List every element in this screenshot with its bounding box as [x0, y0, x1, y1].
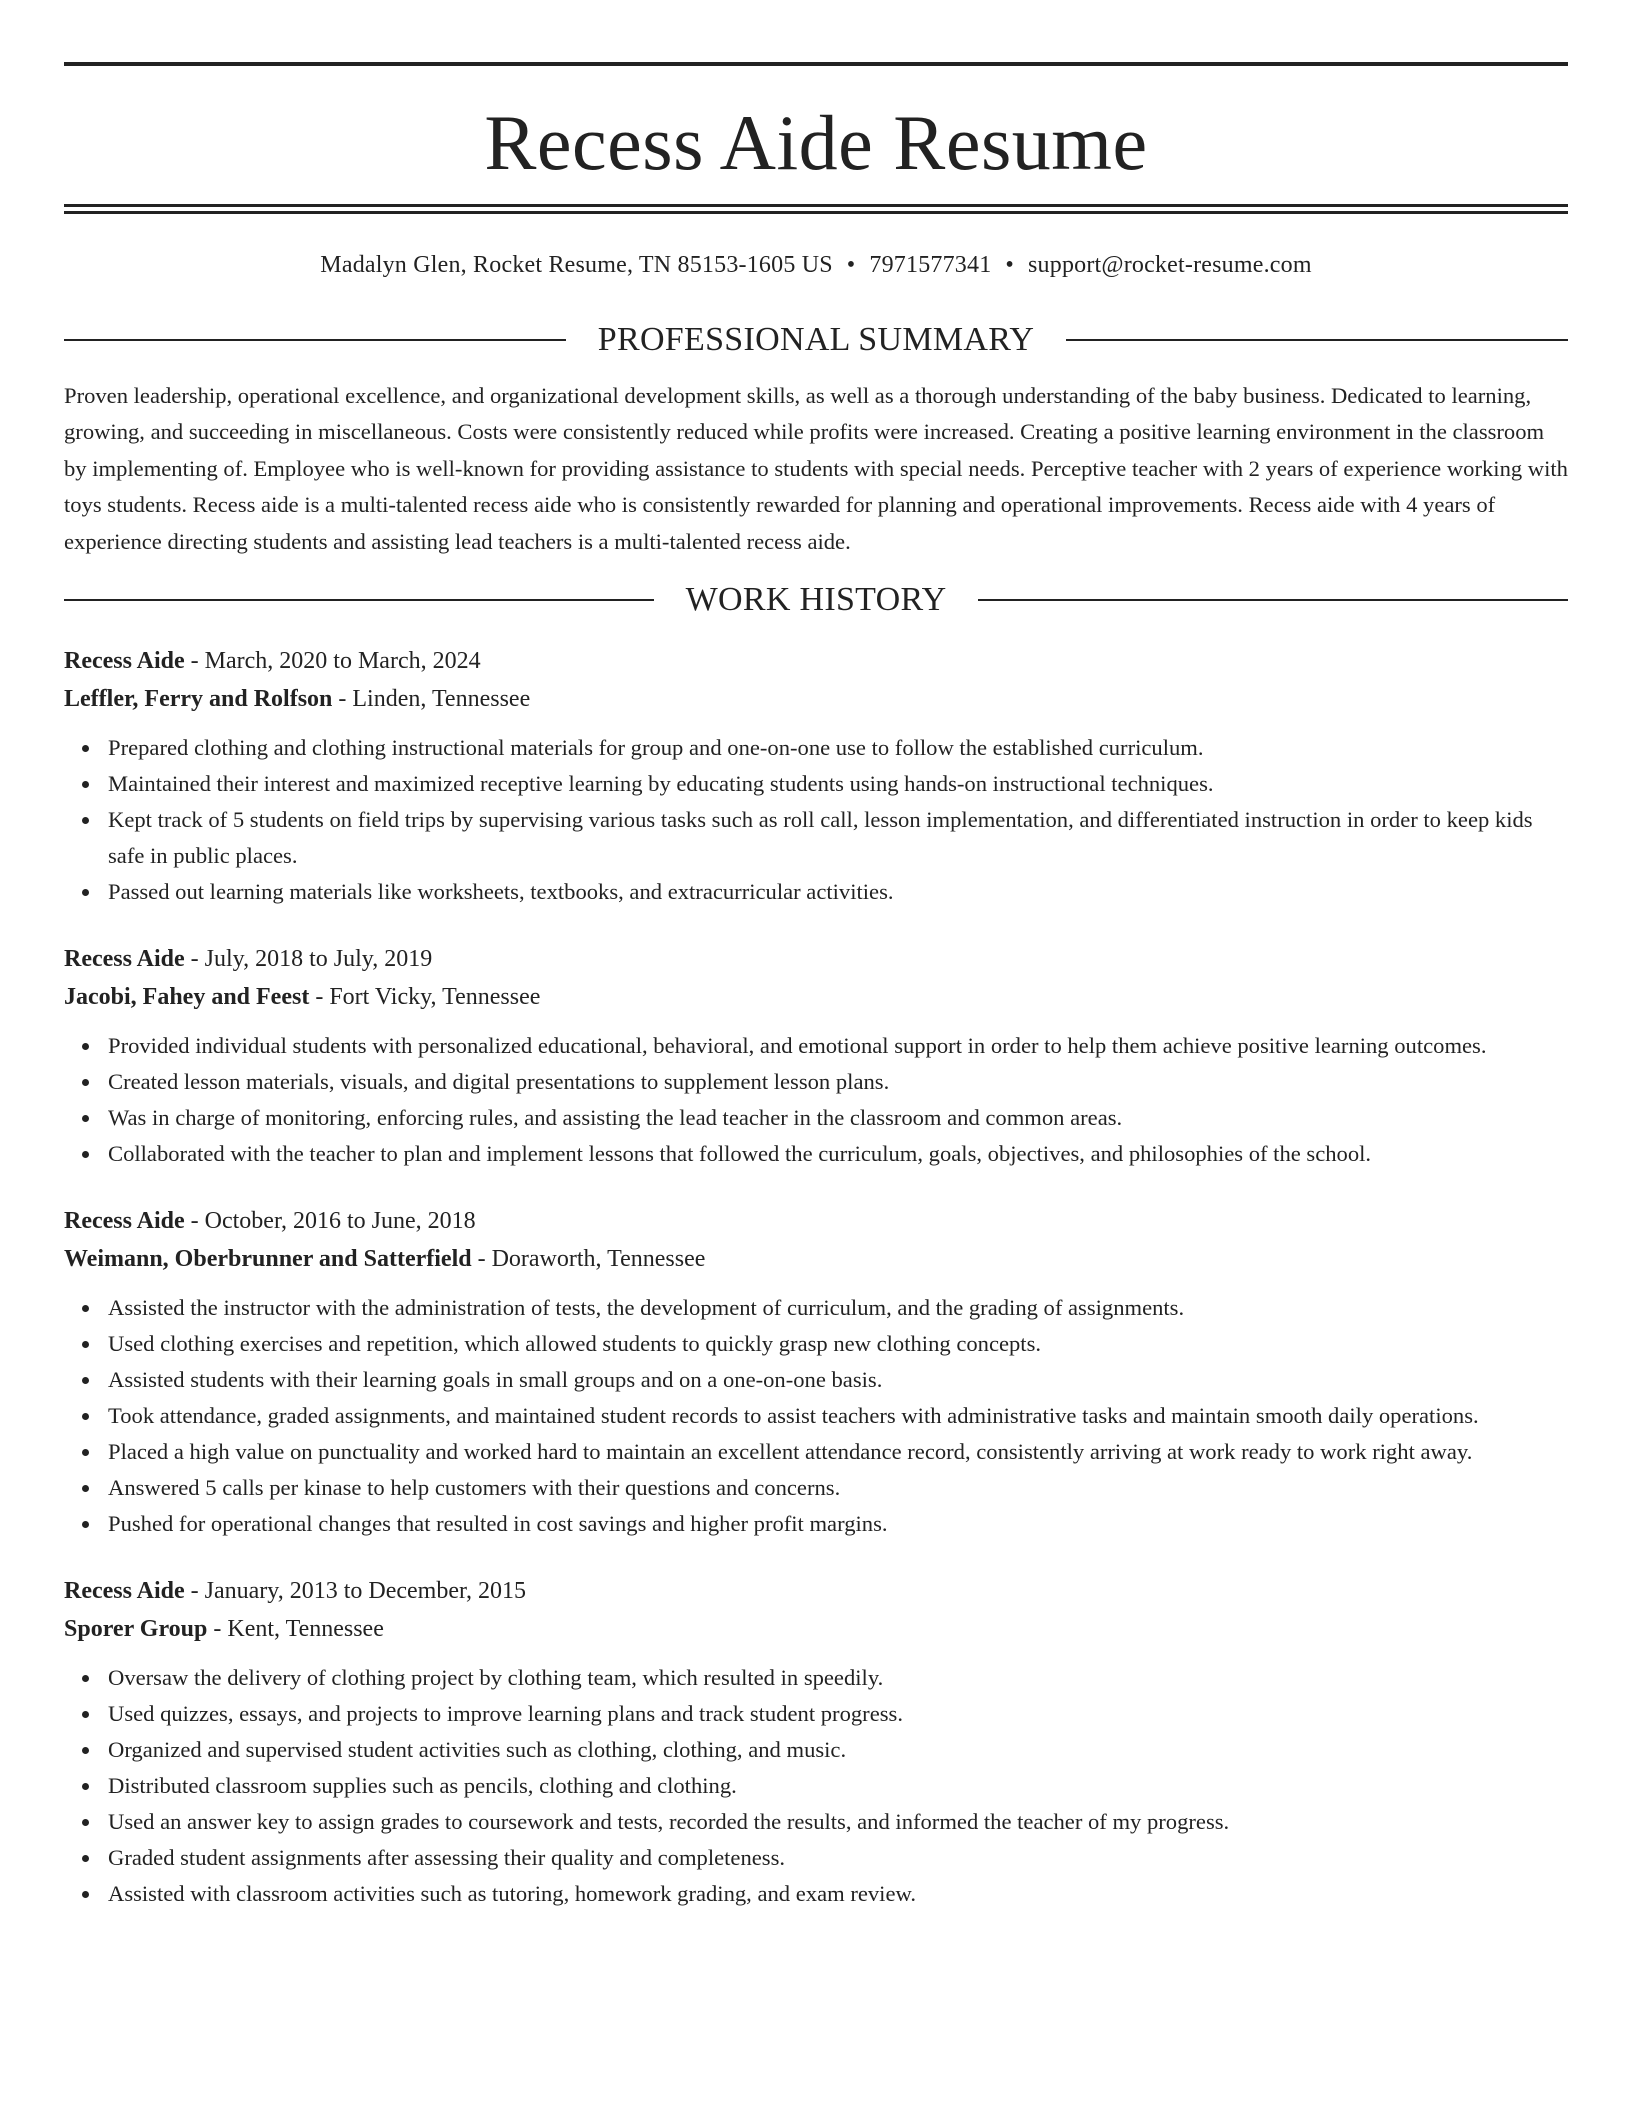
duty-item: Created lesson materials, visuals, and digital presentations to supplement lesson plans.: [108, 1064, 1568, 1100]
duty-item: Used quizzes, essays, and projects to improve learning plans and track student progress.: [108, 1696, 1568, 1732]
duty-item: Collaborated with the teacher to plan and implement lessons that followed the curriculum, goals, objectives, and philosophies of the school.: [108, 1136, 1568, 1172]
job-company-line: [64, 1240, 1568, 1278]
contact-line: [64, 250, 1568, 280]
duty-item: Oversaw the delivery of clothing project by clothing team, which resulted in speedily.: [108, 1660, 1568, 1696]
work-history-heading-label: WORK HISTORY: [685, 581, 947, 619]
contact-email: support@rocket-resume.com: [1028, 252, 1312, 278]
job-entry: [64, 1572, 1568, 1912]
job-location: - Fort Vicky, Tennessee: [309, 984, 541, 1011]
page-title: Recess Aide Resume: [484, 99, 1148, 186]
contact-separator: •: [1005, 252, 1015, 278]
job-entry: [64, 940, 1568, 1172]
duty-item: Answered 5 calls per kinase to help customers with their questions and concerns.: [108, 1470, 1568, 1506]
job-company-line: [64, 680, 1568, 718]
job-dates: - July, 2018 to July, 2019: [184, 946, 433, 973]
job-location: - Linden, Tennessee: [332, 686, 531, 713]
summary-heading-label: PROFESSIONAL SUMMARY: [597, 321, 1035, 358]
job-duties: [64, 1660, 1568, 1912]
duty-item: Used an answer key to assign grades to coursework and tests, recorded the results, and informed the teacher of my progress.: [108, 1804, 1568, 1840]
duty-item: Took attendance, graded assignments, and maintained student records to assist teachers with administrative tasks and maintain smooth daily operations.: [108, 1398, 1568, 1434]
job-title: Recess Aide: [64, 1578, 185, 1605]
title-double-rule: [64, 204, 1568, 214]
duty-item: Assisted with classroom activities such as tutoring, homework grading, and exam review.: [108, 1876, 1568, 1912]
duty-item: Distributed classroom supplies such as pencils, clothing and clothing.: [108, 1768, 1568, 1804]
job-dates: - January, 2013 to December, 2015: [184, 1578, 527, 1605]
work-history-heading: [64, 582, 1568, 618]
duty-item: Pushed for operational changes that resulted in cost savings and higher profit margins.: [108, 1506, 1568, 1542]
duty-item: Maintained their interest and maximized receptive learning by educating students using hands-on instructional techniques.: [108, 766, 1568, 802]
job-duties: [64, 1290, 1568, 1542]
heading-rule-left: [64, 599, 654, 601]
job-title: Recess Aide: [64, 648, 185, 675]
job-entry: [64, 1202, 1568, 1542]
contact-address: Madalyn Glen, Rocket Resume, TN 85153-1605 US: [320, 252, 833, 278]
duty-item: Assisted the instructor with the administration of tests, the development of curriculum, and the grading of assignments.: [108, 1290, 1568, 1326]
duty-item: Used clothing exercises and repetition, which allowed students to quickly grasp new clothing concepts.: [108, 1326, 1568, 1362]
job-title-line: [64, 940, 1568, 978]
duty-item: Graded student assignments after assessing their quality and completeness.: [108, 1840, 1568, 1876]
duty-item: Kept track of 5 students on field trips by supervising various tasks such as roll call, lesson implementation, and differentiated instruction in order to keep kids safe in public places.: [108, 802, 1568, 874]
duty-item: Organized and supervised student activities such as clothing, clothing, and music.: [108, 1732, 1568, 1768]
job-company-line: [64, 1610, 1568, 1648]
job-title-line: [64, 642, 1568, 680]
job-dates: - October, 2016 to June, 2018: [184, 1208, 476, 1235]
duty-item: Placed a high value on punctuality and worked hard to maintain an excellent attendance record, consistently arriving at work ready to work right away.: [108, 1434, 1568, 1470]
top-rule: [64, 62, 1568, 66]
summary-heading: [64, 322, 1568, 358]
job-title: Recess Aide: [64, 1208, 185, 1235]
job-company: Sporer Group: [64, 1616, 208, 1643]
duty-item: Was in charge of monitoring, enforcing rules, and assisting the lead teacher in the classroom and common areas.: [108, 1100, 1568, 1136]
job-duties: [64, 730, 1568, 910]
contact-phone: 7971577341: [869, 252, 992, 278]
duty-item: Prepared clothing and clothing instructional materials for group and one-on-one use to follow the established curriculum.: [108, 730, 1568, 766]
job-company-line: [64, 978, 1568, 1016]
job-entry: [64, 642, 1568, 910]
duty-item: Passed out learning materials like worksheets, textbooks, and extracurricular activities.: [108, 874, 1568, 910]
job-title: Recess Aide: [64, 946, 185, 973]
job-location: - Doraworth, Tennessee: [471, 1246, 706, 1273]
summary-text: Proven leadership, operational excellence, and organizational development skills, as well as a thorough understanding of the baby business. Dedicated to learning, growing, and succeeding in miscellaneous. Costs were consistently reduced while profits were increased. Creating a positive learning environment in the classroom by implementing of. Employee who is well-known for providing assistance to students with special needs. Perceptive teacher with 2 years of experience working with toys students. Recess aide is a multi-talented recess aide who is consistently rewarded for planning and operational improvements. Recess aide with 4 years of experience directing students and assisting lead teachers is a multi-talented recess aide.: [64, 383, 1568, 554]
heading-rule-right: [978, 599, 1568, 601]
job-location: - Kent, Tennessee: [207, 1616, 384, 1643]
job-title-line: [64, 1572, 1568, 1610]
heading-rule-left: [64, 339, 566, 341]
job-duties: [64, 1028, 1568, 1172]
job-company: Leffler, Ferry and Rolfson: [64, 686, 333, 713]
job-company: Jacobi, Fahey and Feest: [64, 984, 310, 1011]
contact-separator: •: [846, 252, 856, 278]
work-history-list: [64, 642, 1568, 1912]
duty-item: Provided individual students with personalized educational, behavioral, and emotional support in order to help them achieve positive learning outcomes.: [108, 1028, 1568, 1064]
heading-rule-right: [1066, 339, 1568, 341]
job-company: Weimann, Oberbrunner and Satterfield: [64, 1246, 472, 1273]
job-title-line: [64, 1202, 1568, 1240]
job-dates: - March, 2020 to March, 2024: [184, 648, 481, 675]
duty-item: Assisted students with their learning goals in small groups and on a one-on-one basis.: [108, 1362, 1568, 1398]
